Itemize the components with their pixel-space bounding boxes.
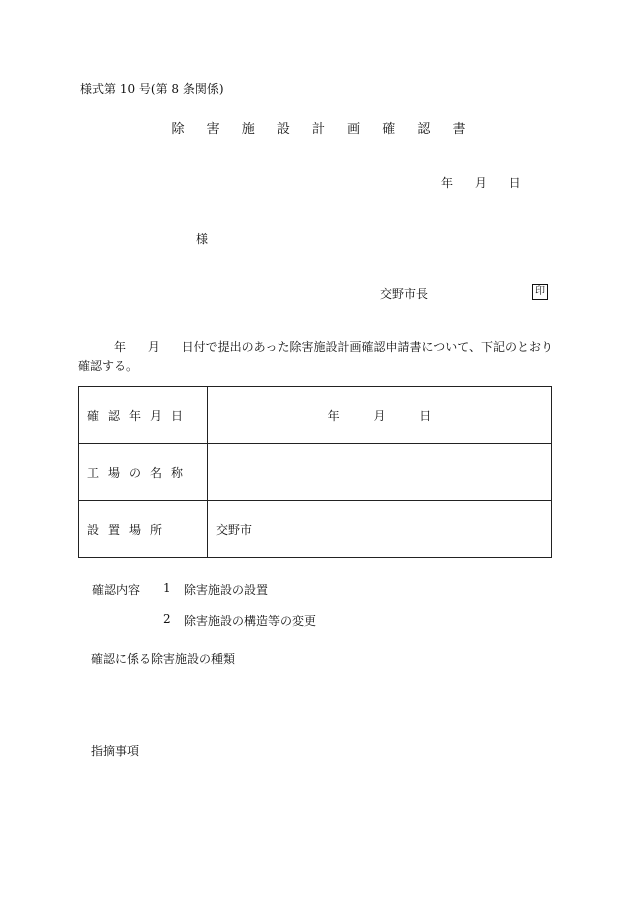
body-text: 年 月 日付で提出のあった除害施設計画確認申請書について、下記のとおり確認する。 [78, 340, 554, 373]
seal-stamp: 印 [532, 284, 548, 300]
confirmation-table [78, 386, 552, 558]
confirmation-item-text: 除害施設の設置 [184, 583, 269, 597]
confirmation-item-text: 除害施設の構造等の変更 [184, 614, 317, 628]
issuer-name: 交野市長 [380, 287, 429, 301]
location-label: 設置場所 [79, 501, 208, 558]
facility-types-label: 確認に係る除害施設の種類 [91, 652, 236, 666]
confirmation-content-label: 確認内容 [92, 583, 141, 597]
confirmation-item-number: 2 [163, 612, 171, 626]
confirmation-date-label: 確認年月日 [79, 387, 208, 444]
issue-date: 年 月 日 [441, 176, 521, 190]
confirmation-item-number: 1 [163, 581, 171, 595]
form-number: 様式第 10 号(第 8 条関係) [80, 82, 224, 96]
factory-name-value [208, 444, 552, 501]
factory-name-label: 工場の名称 [79, 444, 208, 501]
table-row [79, 501, 552, 558]
notes-label: 指摘事項 [91, 744, 140, 758]
location-value: 交野市 [208, 501, 552, 558]
document-title: 除 害 施 設 計 画 確 認 書 [171, 122, 475, 137]
confirmation-date-value: 年 月 日 [208, 387, 552, 444]
table-row [79, 387, 552, 444]
addressee-suffix: 様 [196, 232, 209, 246]
table-row [79, 444, 552, 501]
